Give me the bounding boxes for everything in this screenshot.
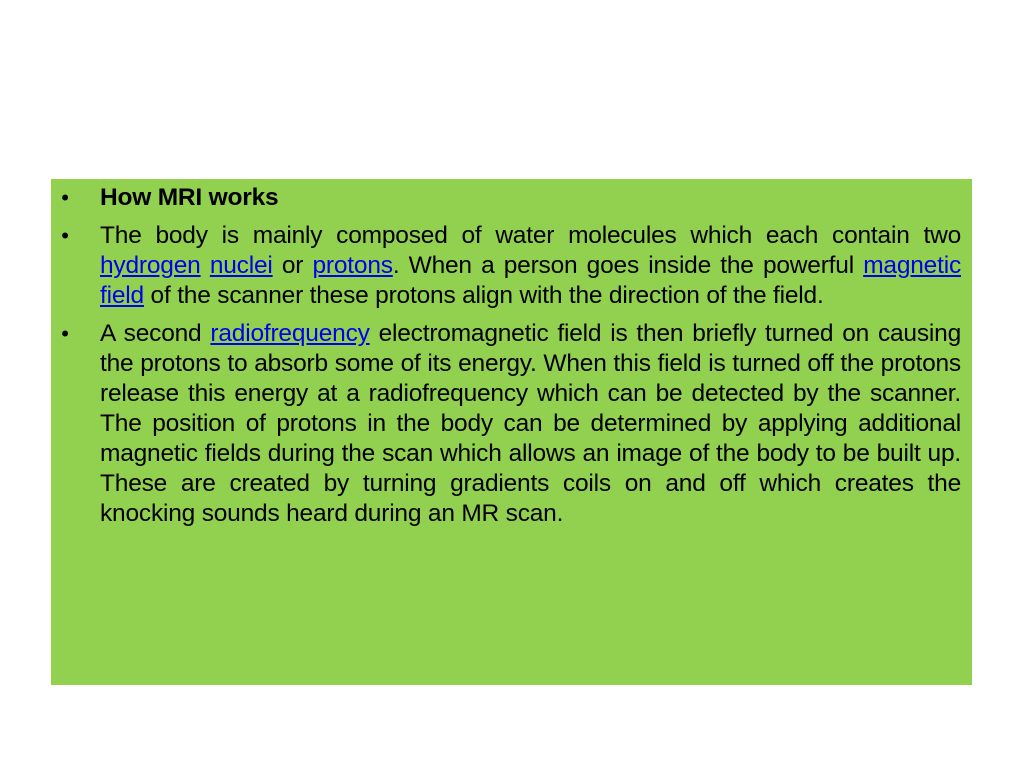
content-box: [51, 179, 972, 685]
paragraph-text: The body is mainly composed of water molecules which each contain two: [100, 222, 961, 249]
bullet-icon: •: [61, 223, 69, 248]
bullet-heading: [51, 183, 972, 213]
link-radiofrequency[interactable]: radiofrequency: [210, 320, 370, 347]
link-nuclei[interactable]: nuclei: [209, 252, 273, 279]
section-heading: How MRI works: [100, 184, 279, 211]
bullet-paragraph-2: [51, 319, 972, 529]
bullet-list: [51, 183, 972, 537]
link-magnetic-field[interactable]: magnetic field: [100, 252, 961, 309]
paragraph-text: A second: [100, 320, 211, 347]
paragraph-text: of the scanner these protons align with the direction of the field.: [143, 282, 824, 309]
bullet-icon: •: [61, 321, 69, 346]
bullet-paragraph-1: [51, 221, 972, 311]
link-hydrogen[interactable]: hydrogen: [100, 252, 201, 279]
link-protons[interactable]: protons: [312, 252, 393, 279]
paragraph-text: or: [272, 252, 313, 279]
bullet-icon: •: [61, 185, 69, 210]
paragraph-text: . When a person goes inside the powerful: [392, 252, 864, 279]
paragraph-text: electromagnetic field is then briefly turned on causing the protons to absorb some of its energy. When this field is turned off the protons release this energy at a radiofrequency which can be detected by the scanner. The position of protons in the body can be determined by applying additional magnetic fields during the scan which allows an image of the body to be built up. These are created by turning gradients coils on and off which creates the knocking sounds heard during an MR scan.: [100, 320, 962, 527]
